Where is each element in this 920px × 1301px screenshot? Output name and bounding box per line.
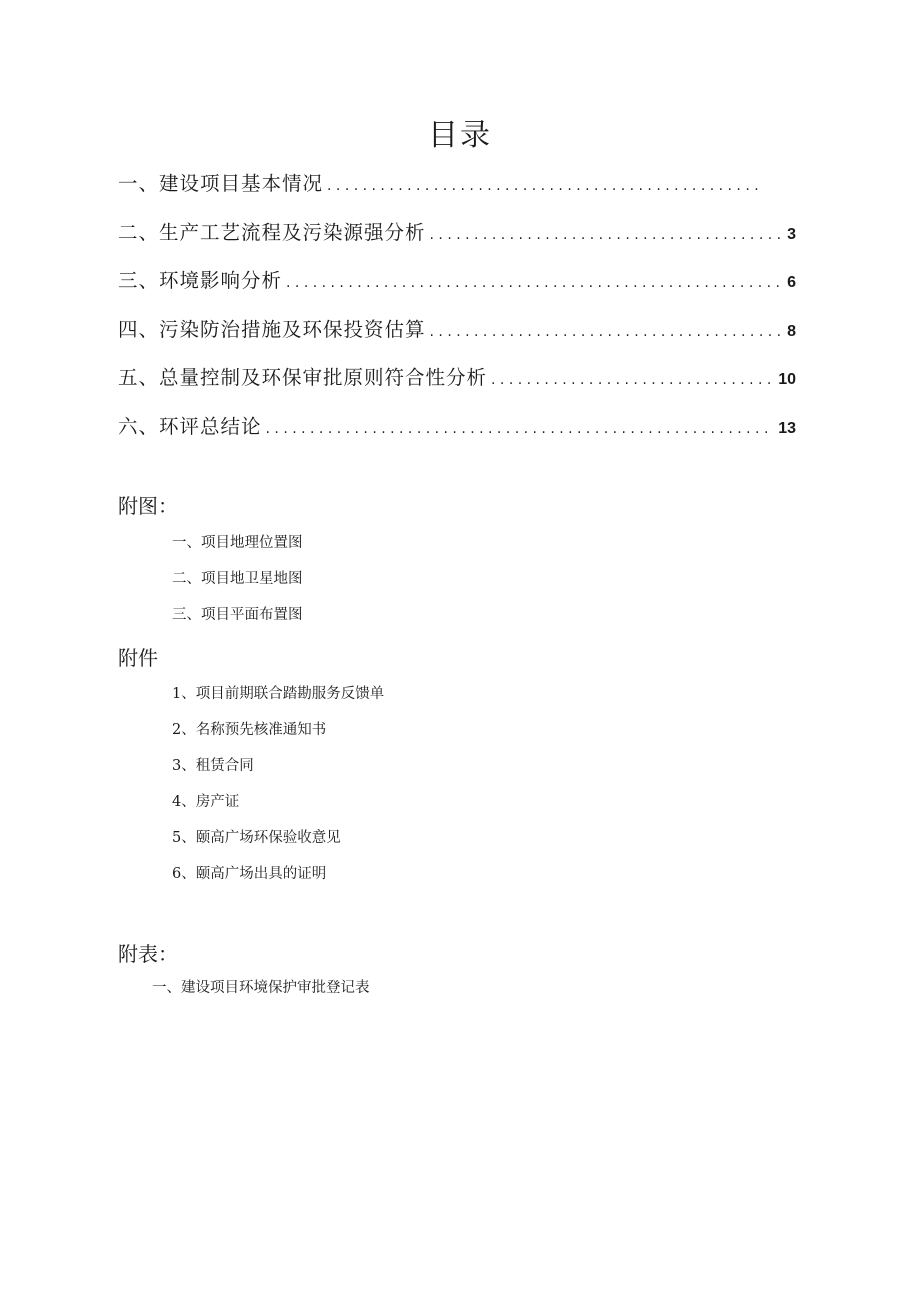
toc-dot-leader xyxy=(266,421,773,437)
list-item: 一、建设项目环境保护审批登记表 xyxy=(152,980,370,996)
list-item: 一、项目地理位置图 xyxy=(172,535,303,551)
toc-entry-page: 8 xyxy=(787,322,796,340)
toc-entry-label: 一、建设项目基本情况 xyxy=(118,172,324,195)
list-item: 二、项目地卫星地图 xyxy=(172,571,303,587)
figures-list xyxy=(172,533,303,641)
toc-entry-label: 五、总量控制及环保审批原则符合性分析 xyxy=(118,366,488,389)
toc-dot-leader xyxy=(491,372,772,388)
list-item: 3、租赁合同 xyxy=(172,758,254,774)
list-item: 2、名称预先核准通知书 xyxy=(172,722,327,738)
table-of-contents xyxy=(118,168,796,459)
toc-entry xyxy=(118,362,796,411)
toc-entry-label: 二、生产工艺流程及污染源强分析 xyxy=(118,220,426,244)
toc-entry-label: 四、污染防治措施及环保投资估算 xyxy=(118,317,426,341)
toc-dot-leader xyxy=(327,178,758,194)
tables-heading: 附表： xyxy=(118,942,178,966)
figures-heading: 附图： xyxy=(118,494,178,518)
toc-entry-page: 3 xyxy=(787,225,796,243)
toc-entry xyxy=(118,411,796,460)
toc-entry-label: 六、环评总结论 xyxy=(118,414,262,438)
list-item: 三、项目平面布置图 xyxy=(172,607,303,623)
attachments-list xyxy=(172,684,384,900)
tables-list xyxy=(152,978,370,1014)
toc-entry xyxy=(118,168,796,217)
toc-dot-leader xyxy=(430,227,782,243)
toc-entry-page: 6 xyxy=(787,274,796,291)
toc-entry-page: 13 xyxy=(778,419,796,437)
list-item: 5、颐高广场环保验收意见 xyxy=(172,830,341,846)
list-item: 1、项目前期联合踏勘服务反馈单 xyxy=(172,686,385,702)
toc-entry xyxy=(118,217,796,266)
toc-dot-leader xyxy=(286,275,781,291)
toc-entry xyxy=(118,265,796,314)
toc-entry xyxy=(118,314,796,363)
toc-entry-page: 10 xyxy=(778,371,796,388)
attachments-heading: 附件 xyxy=(118,646,158,670)
toc-dot-leader xyxy=(430,324,782,340)
list-item: 4、房产证 xyxy=(172,794,240,810)
list-item: 6、颐高广场出具的证明 xyxy=(172,866,327,882)
page-title: 目录 xyxy=(428,118,492,153)
toc-entry-label: 三、环境影响分析 xyxy=(118,269,283,292)
